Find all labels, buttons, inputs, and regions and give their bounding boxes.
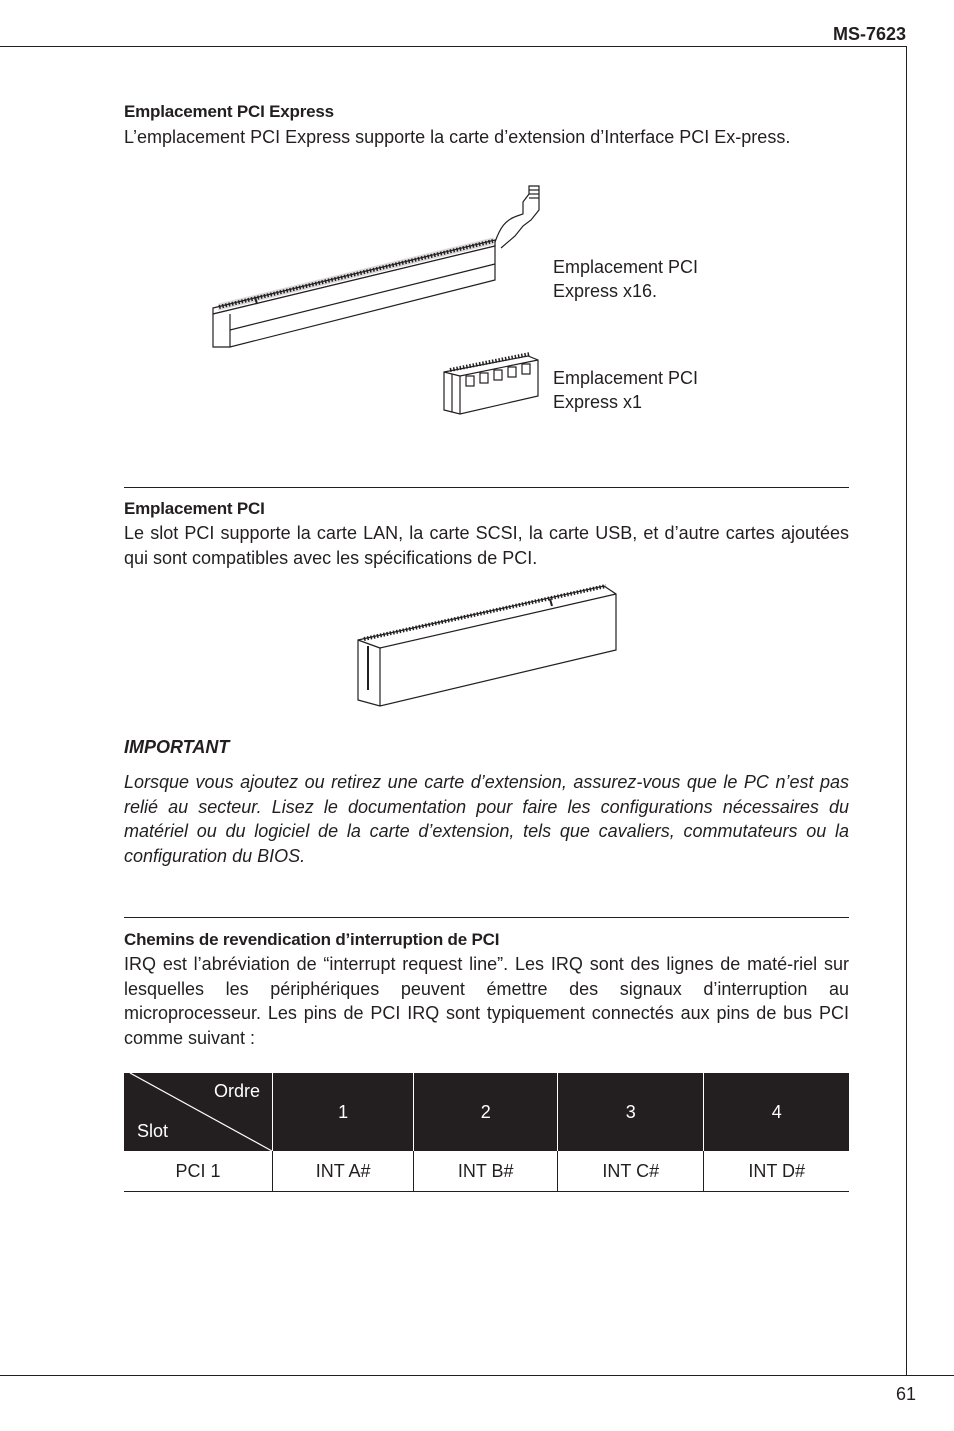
irq-description: IRQ est l’abréviation de “interrupt request line”. Les IRQ sont des lignes de maté-riel sur lesquelles les périphériques peuvent émettre des signaux d’interruption au microprocesseur. Les pins de PCI IRQ sont typiquement connectés aux pins de bus PCI comme suivant :	[124, 954, 849, 1048]
pcie-x1-label	[553, 366, 698, 414]
corner-slot-label: Slot	[137, 1121, 169, 1141]
column-header: 4	[704, 1073, 849, 1151]
irq-cell: INT D#	[704, 1151, 849, 1192]
important-title: IMPORTANT	[124, 737, 230, 757]
column-header: 2	[414, 1073, 558, 1151]
table-row	[124, 1151, 849, 1192]
header-rule	[0, 46, 906, 47]
pcie-x1-slot-illustration	[440, 352, 544, 420]
pci-section-title: Emplacement PCI	[124, 499, 265, 518]
important-text: Lorsque vous ajoutez ou retirez une carte d’extension, assurez-vous que le PC n’est pas relié au secteur. Lisez le documentation pour faire les configurations nécessaires du matériel ou du logiciel de la carte d’extension, tels que cavaliers, commutateurs ou la configuration du BIOS.	[124, 772, 849, 866]
pcie-x16-label	[553, 255, 698, 303]
irq-routing-table	[124, 1073, 849, 1192]
page-number: 61	[895, 1384, 916, 1404]
pcie-x1-label-line1: Emplacement PCI	[553, 368, 699, 388]
section-divider-1	[124, 487, 849, 488]
section-divider-2	[124, 917, 849, 918]
pcie-x16-slot-illustration	[205, 180, 550, 355]
irq-table-header-row	[124, 1073, 849, 1151]
pcie-section-title: Emplacement PCI Express	[124, 102, 334, 121]
irq-cell: INT C#	[558, 1151, 704, 1192]
irq-cell: INT A#	[273, 1151, 414, 1192]
pcie-x16-label-line2: Express x16.	[553, 281, 658, 301]
footer-rule	[0, 1375, 954, 1376]
pcie-description: L’emplacement PCI Express supporte la carte d’extension d’Interface PCI Ex-press.	[124, 127, 791, 147]
column-header: 1	[273, 1073, 414, 1151]
pci-description: Le slot PCI supporte la carte LAN, la carte SCSI, la carte USB, et d’autre cartes ajoutées qui sont compatibles avec les spécifications de PCI.	[124, 523, 849, 568]
pci-slot-illustration	[354, 582, 620, 710]
right-margin-rule	[906, 46, 907, 1376]
pcie-x1-label-line2: Express x1	[553, 392, 643, 412]
slot-name-cell: PCI 1	[124, 1151, 273, 1192]
irq-cell: INT B#	[414, 1151, 558, 1192]
model-number: MS-7623	[832, 24, 906, 44]
column-header: 3	[558, 1073, 704, 1151]
pcie-x16-label-line1: Emplacement PCI	[553, 257, 699, 277]
irq-section-title: Chemins de revendication d’interruption de PCI	[124, 930, 500, 949]
corner-order-label: Ordre	[213, 1081, 260, 1101]
irq-table-corner-cell	[124, 1073, 273, 1151]
